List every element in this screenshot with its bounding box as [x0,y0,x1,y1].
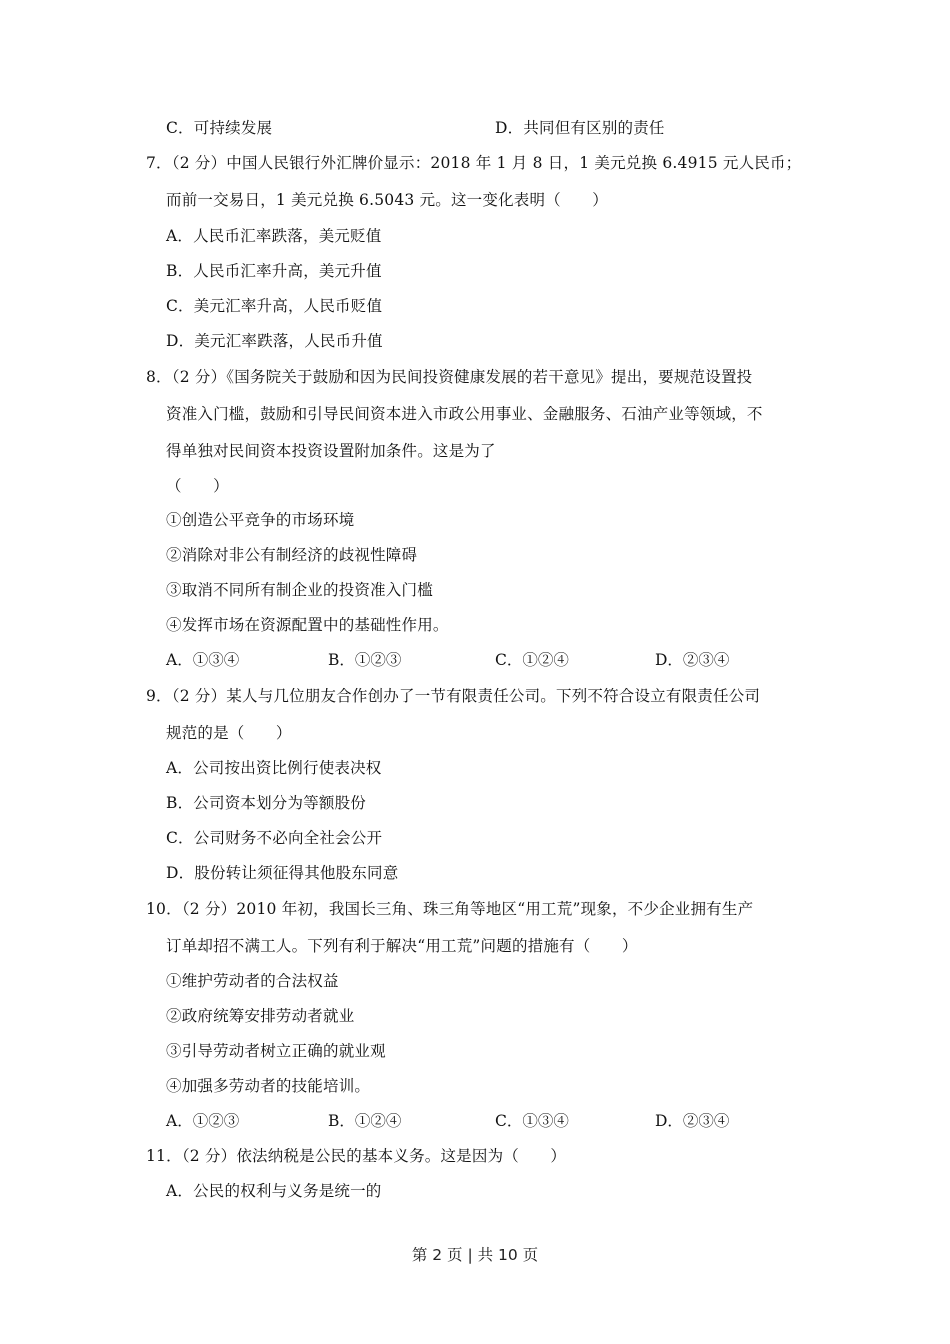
question-11-stem: 11．（2 分）依法纳税是公民的基本义务。这是因为（ ） [146,1147,567,1165]
question-7-option-a: A．人民币汇率跌落，美元贬值 [166,227,382,245]
question-10-statement-1: ①维护劳动者的合法权益 [166,972,339,990]
question-10-stem-line2: 订单却招不满工人。下列有利于解决“用工荒”问题的措施有（ ） [166,937,638,955]
question-8-option-b: B．①②③ [328,651,402,669]
question-9-option-a: A．公司按出资比例行使表决权 [166,759,382,777]
question-8-option-a: A．①③④ [166,651,240,669]
question-8-answer-blank: （ ） [166,477,229,495]
question-9-option-d: D．股份转让须征得其他股东同意 [166,864,399,882]
question-10-statement-3: ③引导劳动者树立正确的就业观 [166,1042,386,1060]
question-7-option-d: D．美元汇率跌落，人民币升值 [166,332,383,350]
question-8-stem-line1: 8．（2 分）《国务院关于鼓励和因为民间投资健康发展的若干意见》提出，要规范设置投 [146,368,753,386]
question-9-stem-line1: 9．（2 分）某人与几位朋友合作创办了一节有限责任公司。下列不符合设立有限责任公司 [146,687,761,705]
question-9-stem-line2: 规范的是（ ） [166,724,292,742]
question-10-option-d: D．②③④ [655,1112,730,1130]
prev-option-c: C．可持续发展 [166,119,273,137]
question-8-option-d: D．②③④ [655,651,730,669]
question-10-statement-4: ④加强多劳动者的技能培训。 [166,1077,371,1095]
question-8-statement-4: ④发挥市场在资源配置中的基础性作用。 [166,616,449,634]
question-9-option-b: B．公司资本划分为等额股份 [166,794,366,812]
question-7-option-b: B．人民币汇率升高，美元升值 [166,262,382,280]
question-10-option-b: B．①②④ [328,1112,402,1130]
question-9-option-c: C．公司财务不必向全社会公开 [166,829,383,847]
question-10-stem-line1: 10．（2 分）2010 年初，我国长三角、珠三角等地区“用工荒”现象，不少企业拥有生产 [146,900,754,918]
question-10-option-c: C．①③④ [495,1112,569,1130]
question-7-option-c: C．美元汇率升高，人民币贬值 [166,297,383,315]
question-8-statement-1: ①创造公平竞争的市场环境 [166,511,355,529]
question-8-stem-line2: 资准入门槛，鼓励和引导民间资本进入市政公用事业、金融服务、石油产业等领域，不 [166,405,763,423]
question-8-stem-line3: 得单独对民间资本投资设置附加条件。这是为了 [166,442,496,460]
question-8-statement-3: ③取消不同所有制企业的投资准入门槛 [166,581,433,599]
question-7-stem-line1: 7．（2 分）中国人民银行外汇牌价显示：2018 年 1 月 8 日，1 美元兑换 6.4915 元人民币； [146,154,802,172]
page-footer: 第 2 页 | 共 10 页 [411,1246,539,1264]
question-10-statement-2: ②政府统筹安排劳动者就业 [166,1007,355,1025]
question-10-option-a: A．①②③ [166,1112,240,1130]
prev-option-d: D．共同但有区别的责任 [495,119,665,137]
question-11-option-a: A．公民的权利与义务是统一的 [166,1182,382,1200]
question-7-stem-line2: 而前一交易日，1 美元兑换 6.5043 元。这一变化表明（ ） [166,191,608,209]
question-8-statement-2: ②消除对非公有制经济的歧视性障碍 [166,546,418,564]
question-8-option-c: C．①②④ [495,651,569,669]
